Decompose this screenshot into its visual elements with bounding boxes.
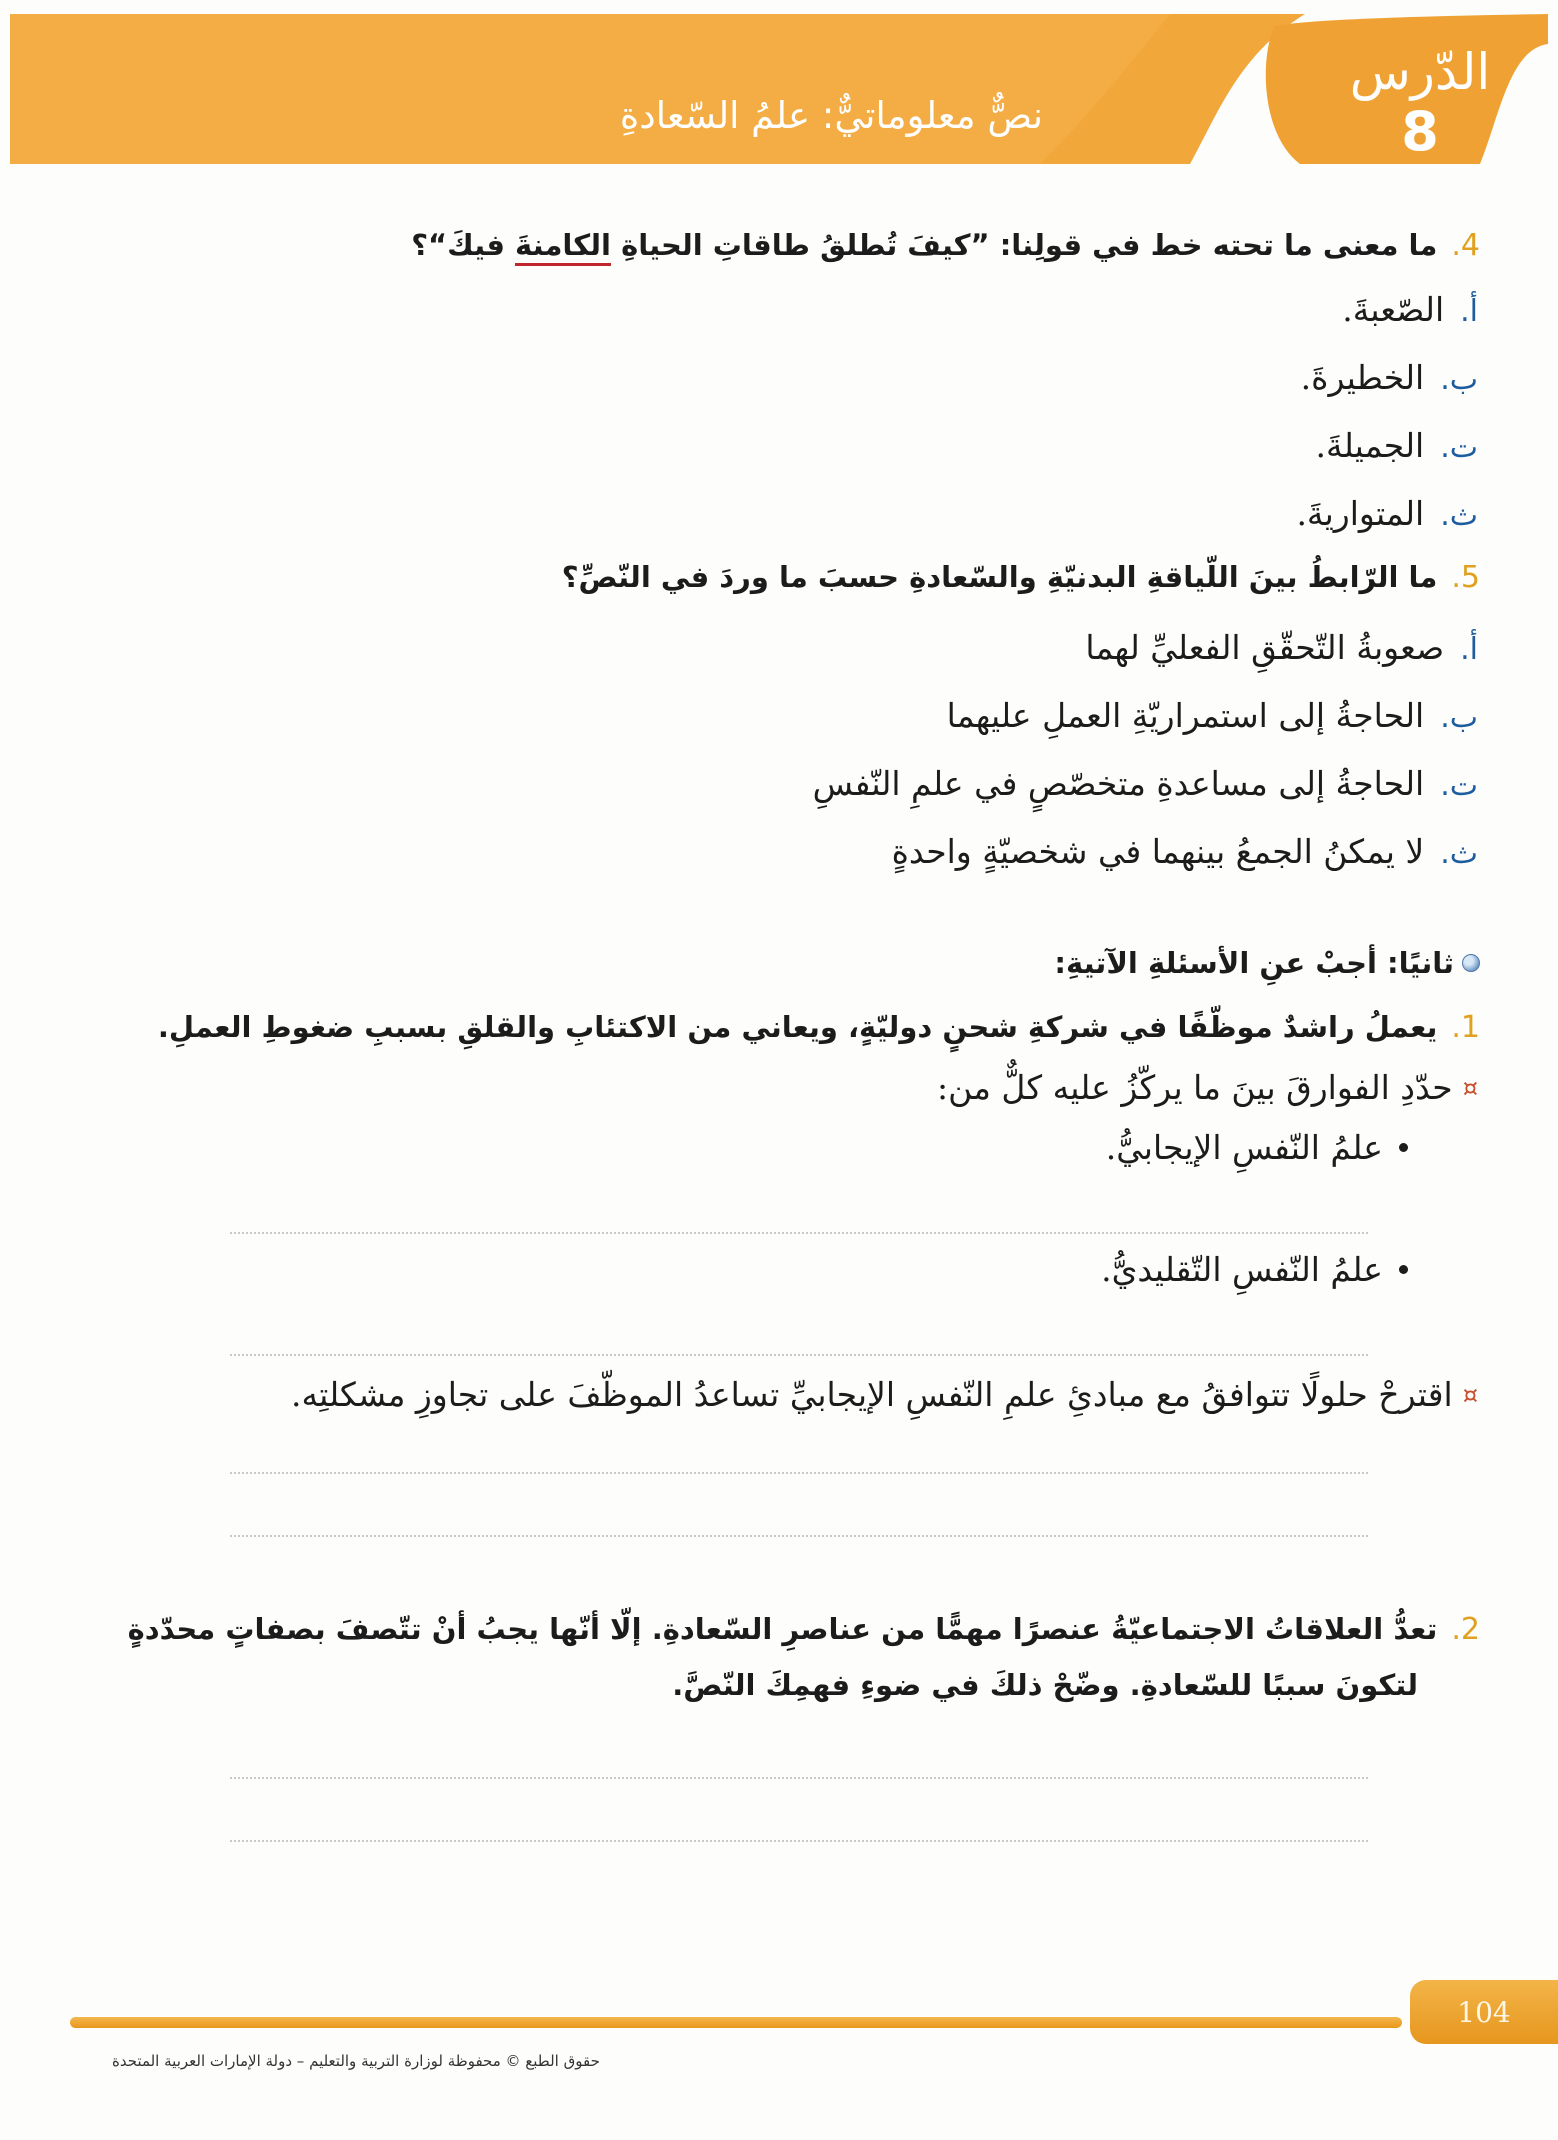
section-heading [1054, 946, 1480, 980]
option-text: المتواريةَ. [1296, 494, 1425, 533]
option-letter: ب. [1440, 362, 1478, 397]
page-number: 104 [1410, 1980, 1558, 2044]
option-text: صعوبةُ التّحقّقِ الفعليِّ لهما [1085, 628, 1445, 667]
question-text: يعملُ راشدٌ موظّفًا في شركةِ شحنٍ دوليّةٍ، ويعاني من الاكتئابِ والقلقِ بسببِ ضغوطِ العملِ. [157, 1010, 1438, 1044]
option-b[interactable] [1301, 358, 1478, 397]
option-text: الجميلةَ. [1315, 426, 1425, 465]
answer-line[interactable] [230, 1535, 1368, 1537]
lesson-title: نصٌّ معلوماتيٌّ: علمُ السّعادةِ [619, 94, 1043, 137]
bullet-text: علمُ النّفسِ الإيجابيُّ. [1105, 1128, 1383, 1167]
option-c[interactable] [813, 764, 1478, 803]
option-letter: ت. [1440, 430, 1478, 465]
question-number: 5. [1451, 560, 1480, 595]
answer-line[interactable] [230, 1777, 1368, 1779]
section2-question-2-line2 [672, 1668, 1418, 1702]
section2-question-1 [158, 1010, 1480, 1045]
answer-line[interactable] [230, 1840, 1368, 1842]
question-5-title [562, 560, 1480, 595]
bullet-dot-icon [1399, 1143, 1408, 1152]
lesson-header [10, 14, 1548, 164]
option-text: الحاجةُ إلى استمراريّةِ العملِ عليهما [946, 696, 1425, 735]
task-item [291, 1375, 1478, 1414]
bullet-circle-icon [1462, 954, 1480, 972]
answer-line[interactable] [230, 1232, 1368, 1234]
option-letter: أ. [1460, 632, 1478, 667]
question-number: 2. [1451, 1612, 1480, 1647]
option-letter: ث. [1440, 836, 1478, 871]
option-text: الصّعبةَ. [1342, 290, 1445, 329]
header-band-shape [10, 14, 1548, 164]
bullet-text: علمُ النّفسِ التّقليديُّ. [1101, 1250, 1383, 1289]
option-letter: ث. [1440, 498, 1478, 533]
option-letter: ب. [1440, 700, 1478, 735]
option-letter: أ. [1460, 294, 1478, 329]
copyright-text: حقوق الطبع © محفوظة لوزارة التربية والتعليم – دولة الإمارات العربية المتحدة [112, 2052, 600, 2070]
underlined-word: الكامنةَ [515, 228, 611, 266]
option-c[interactable] [1316, 426, 1478, 465]
section2-question-2 [128, 1612, 1480, 1647]
option-letter: ت. [1440, 768, 1478, 803]
bullet-dot-icon [1399, 1265, 1408, 1274]
question-number: 4. [1451, 228, 1480, 263]
option-text: الحاجةُ إلى مساعدةِ متخصّصٍ في علمِ النّفسِ [812, 764, 1425, 803]
option-b[interactable] [947, 696, 1478, 735]
section-heading-text: ثانيًا: أجبْ عنِ الأسئلةِ الآتيةِ: [1054, 946, 1454, 980]
task-text: اقترحْ حلولًا تتوافقُ مع مبادئِ علمِ النّفسِ الإيجابيِّ تساعدُ الموظّفَ على تجاوزِ مشكلتِه. [290, 1375, 1453, 1414]
answer-line[interactable] [230, 1354, 1368, 1356]
question-4-title [411, 228, 1480, 263]
question-text: ما معنى ما تحته خط في قولِنا: ”كيفَ تُطلقُ طاقاتِ الحياةِ [611, 228, 1438, 262]
option-text: لا يمكنُ الجمعُ بينهما في شخصيّةٍ واحدةٍ [891, 832, 1425, 871]
bullet-item [1101, 1250, 1408, 1289]
option-d[interactable] [1296, 494, 1478, 533]
task-text: حدّدِ الفوارقَ بينَ ما يركّزُ عليه كلٌّ من: [937, 1068, 1453, 1107]
star-bullet-icon: ¤ [1462, 1380, 1478, 1409]
option-text: الخطيرةَ. [1300, 358, 1425, 397]
lesson-number: 8 [1401, 100, 1439, 163]
answer-line[interactable] [230, 1472, 1368, 1474]
footer-bar [70, 2017, 1402, 2028]
bullet-item [1106, 1128, 1408, 1167]
question-text: ما الرّابطُ بينَ اللّياقةِ البدنيّةِ والسّعادةِ حسبَ ما وردَ في النّصِّ؟ [561, 560, 1438, 594]
question-text: لتكونَ سببًا للسّعادةِ. وضّحْ ذلكَ في ضوءِ فهمِكَ النّصَّ. [672, 1668, 1418, 1702]
star-bullet-icon: ¤ [1462, 1073, 1478, 1102]
option-a[interactable] [1342, 290, 1478, 329]
question-number: 1. [1451, 1010, 1480, 1045]
question-text: تعدُّ العلاقاتُ الاجتماعيّةُ عنصرًا مهمًّا من عناصرِ السّعادةِ. إلّا أنّها يجبُ أنْ تتّصفَ بصفاتٍ محدّدةٍ [127, 1612, 1438, 1646]
task-item [937, 1068, 1478, 1107]
lesson-word: الدّرس [1349, 43, 1491, 101]
option-d[interactable] [892, 832, 1478, 871]
option-a[interactable] [1085, 628, 1478, 667]
question-text-end: فيكَ“؟ [411, 228, 516, 262]
lesson-badge [1320, 42, 1520, 162]
